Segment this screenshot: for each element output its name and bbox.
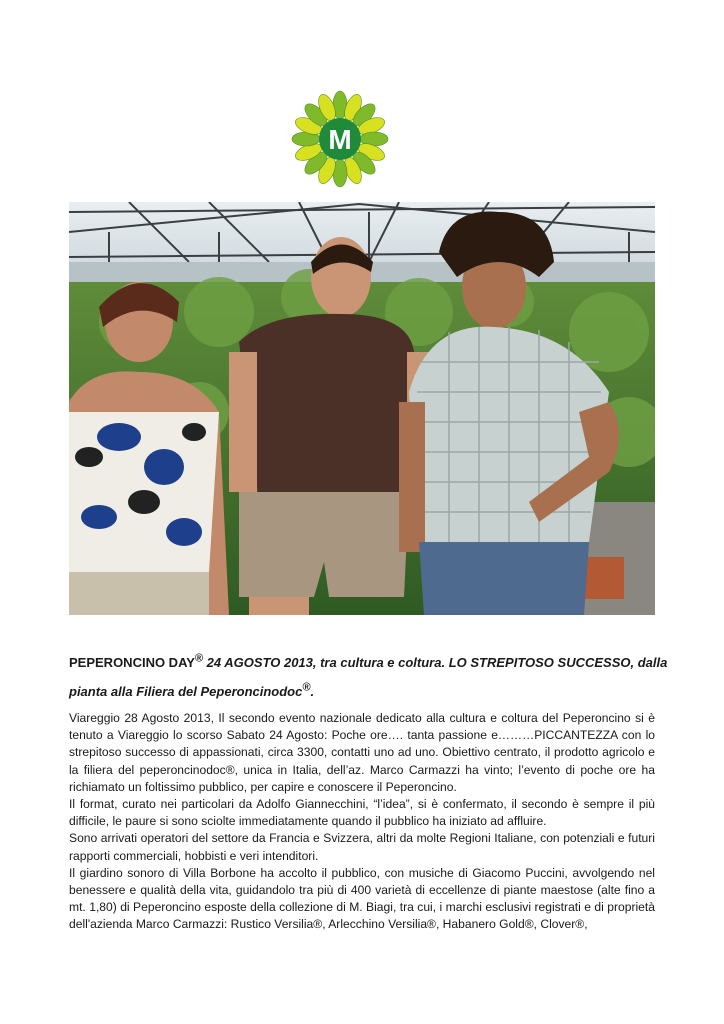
article-body: [69, 710, 655, 934]
logo-letter: M: [328, 124, 352, 155]
photo-greenhouse: [69, 202, 655, 615]
paragraph: Sono arrivati operatori del settore da Francia e Svizzera, altri da molte Regioni Italiane, con potenziali e futuri rapporti commerciali, hobbisti e veri intenditori.: [69, 831, 655, 863]
heading-event-name: PEPERONCINO DAY: [69, 655, 195, 670]
heading-registered-mark: ®: [194, 652, 204, 665]
heading-period: .: [310, 684, 315, 699]
heading-registered-mark-2: ®: [302, 681, 311, 694]
paragraph: Viareggio 28 Agosto 2013, Il secondo evento nazionale dedicato alla cultura e coltura del Peperoncino si è tenuto a Viareggio lo scorso Sabato 24 Agosto: Poche ore…. tanta passione e………PICCANTEZZA con lo strepitoso successo di appassionati, circa 3300, contatti uno ad uno. Obiettivo centrato, il prodotto agricolo e la filiera del peperoncinodoc®, unica in Italia, dell’az. Marco Carmazzi ha vinto; l’evento di poche ore ha richiamato un foltissimo pubblico, per capire e conoscere il Peperoncino.: [69, 711, 655, 794]
paragraph: Il format, curato nei particolari da Adolfo Giannecchini, “l’idea”, si è confermato, il secondo è sempre il più difficile, le paure si sono sciolte immediatamente quando il pubblico ha iniziato ad affluire.: [69, 797, 655, 829]
photo-three-people-greenhouse: [69, 202, 655, 615]
heading-subtitle: 24 AGOSTO 2013, tra cultura e coltura. LO STREPITOSO SUCCESSO, dalla pianta alla Filiera del Peperoncinodoc: [69, 655, 668, 699]
sunflower-logo: [291, 90, 389, 188]
paragraph: Il giardino sonoro di Villa Borbone ha accolto il pubblico, con musiche di Giacomo Puccini, avvolgendo nel benessere e qualità della vita, guidandolo tra più di 400 varietà di eccellenze di piante maestose (alte fino a mt. 1,80) di Peperoncino esposte della collezione di M. Biagi, tra cui, i marchi esclusivi registrati e di proprietà dell'azienda Marco Carmazzi: Rustico Versilia®, Arlecchino Versilia®, Habanero Gold®, Clover®,: [69, 865, 655, 932]
sunflower-logo-icon: [291, 90, 389, 188]
article-heading: [69, 648, 669, 706]
